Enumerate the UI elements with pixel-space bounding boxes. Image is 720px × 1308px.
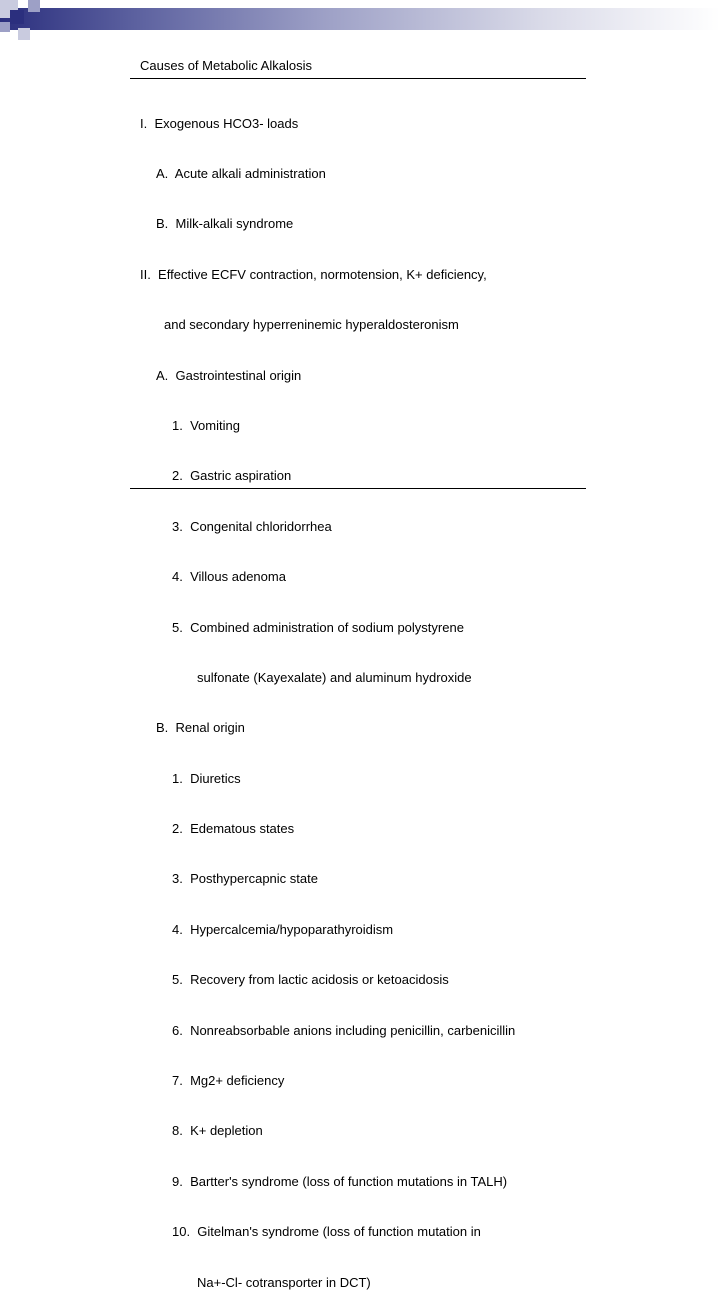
outline-item: 1. Vomiting	[172, 417, 240, 433]
causes-outline	[140, 82, 515, 1308]
outline-item: 2. Gastric aspiration	[172, 468, 292, 484]
outline-item: sulfonate (Kayexalate) and aluminum hydroxide	[197, 669, 472, 685]
decorative-square	[10, 10, 24, 24]
outline-item: 8. K+ depletion	[172, 1123, 263, 1139]
outline-item: A. Acute alkali administration	[156, 165, 326, 181]
decorative-square	[0, 22, 10, 32]
outline-item: II. Effective ECFV contraction, normotension, K+ deficiency,	[140, 266, 487, 282]
outline-item: A. Gastrointestinal origin	[156, 367, 302, 383]
outline-item: 2. Edematous states	[172, 821, 295, 837]
outline-item: and secondary hyperreninemic hyperaldosteronism	[164, 317, 459, 333]
outline-item: 4. Hypercalcemia/hypoparathyroidism	[172, 921, 394, 937]
decorative-square	[18, 28, 30, 40]
outline-item: 7. Mg2+ deficiency	[172, 1073, 285, 1089]
slide-title: Causes of Metabolic Alkalosis	[140, 58, 312, 73]
outline-item: 3. Posthypercapnic state	[172, 871, 318, 887]
header-gradient-band	[0, 8, 720, 30]
outline-item: 5. Recovery from lactic acidosis or ketoacidosis	[172, 972, 449, 988]
outline-item: Na+-Cl- cotransporter in DCT)	[197, 1274, 371, 1290]
decorative-square	[28, 0, 40, 12]
outline-item: 6. Nonreabsorbable anions including penicillin, carbenicillin	[172, 1022, 516, 1038]
outline-item: B. Renal origin	[156, 720, 245, 736]
outline-item: 1. Diuretics	[172, 770, 241, 786]
bottom-rule	[130, 488, 586, 489]
outline-item: 5. Combined administration of sodium polystyrene	[172, 619, 464, 635]
outline-item: B. Milk-alkali syndrome	[156, 216, 294, 232]
outline-item: 10. Gitelman's syndrome (loss of function mutation in	[172, 1224, 481, 1240]
top-rule	[130, 78, 586, 79]
outline-item: 4. Villous adenoma	[172, 569, 286, 585]
outline-item: I. Exogenous HCO3- loads	[140, 115, 299, 131]
outline-item: 3. Congenital chloridorrhea	[172, 518, 332, 534]
outline-item: 9. Bartter's syndrome (loss of function mutations in TALH)	[172, 1173, 508, 1189]
